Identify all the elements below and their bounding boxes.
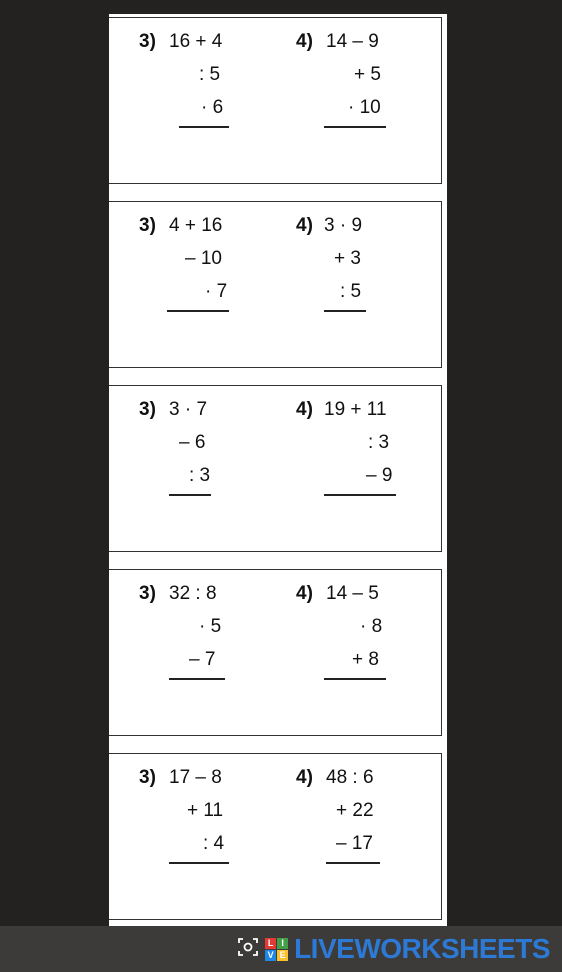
problem-label: 4) xyxy=(296,583,313,604)
answer-line[interactable] xyxy=(179,126,229,128)
answer-line[interactable] xyxy=(326,862,380,864)
start-expression: 16 + 4 xyxy=(169,31,223,52)
operation-step: – 17 xyxy=(336,833,373,854)
operation-step: – 6 xyxy=(179,432,206,453)
live-logo-icon xyxy=(265,938,288,961)
start-expression: 4 + 16 xyxy=(169,215,223,236)
answer-line[interactable] xyxy=(169,678,225,680)
brand-name: LIVEWORKSHEETS xyxy=(294,933,550,964)
start-expression: 48 : 6 xyxy=(326,767,374,788)
operation-step: – 9 xyxy=(366,465,393,486)
answer-line[interactable] xyxy=(167,310,229,312)
operation-step: : 4 xyxy=(203,833,225,854)
logo-letter: V xyxy=(265,950,276,961)
problem-3 xyxy=(139,570,289,735)
operation-step: · 10 xyxy=(348,97,381,118)
operation-step: + 5 xyxy=(354,64,381,85)
problem-label: 4) xyxy=(296,31,313,52)
operation-step: : 5 xyxy=(199,64,221,85)
logo-letter: L xyxy=(265,938,276,949)
problem-label: 4) xyxy=(296,399,313,420)
problem-3 xyxy=(139,202,289,367)
problem-3 xyxy=(139,18,289,183)
operation-step: + 11 xyxy=(187,800,224,821)
problem-4 xyxy=(296,754,446,919)
start-expression: 32 : 8 xyxy=(169,583,217,604)
start-expression: 17 – 8 xyxy=(169,767,222,788)
start-expression: 19 + 11 xyxy=(324,399,387,420)
worksheet xyxy=(109,14,447,926)
problem-label: 3) xyxy=(139,31,156,52)
start-expression: 3 · 9 xyxy=(324,215,363,236)
start-expression: 14 – 9 xyxy=(326,31,379,52)
logo-letter: I xyxy=(277,938,288,949)
problem-4 xyxy=(296,18,446,183)
operation-step: + 22 xyxy=(336,800,374,821)
operation-step: · 7 xyxy=(205,281,228,302)
exercise-box xyxy=(109,569,442,736)
problem-4 xyxy=(296,570,446,735)
problem-label: 3) xyxy=(139,767,156,788)
footer-bar xyxy=(0,926,562,972)
answer-line[interactable] xyxy=(324,494,396,496)
answer-line[interactable] xyxy=(169,862,229,864)
operation-step: · 5 xyxy=(199,616,222,637)
problem-label: 3) xyxy=(139,215,156,236)
scan-icon[interactable] xyxy=(237,936,259,963)
answer-line[interactable] xyxy=(324,310,366,312)
answer-line[interactable] xyxy=(324,678,386,680)
operation-step: · 8 xyxy=(360,616,383,637)
exercise-box xyxy=(109,753,442,920)
operation-step: : 5 xyxy=(340,281,362,302)
answer-line[interactable] xyxy=(169,494,211,496)
start-expression: 3 · 7 xyxy=(169,399,208,420)
problem-4 xyxy=(296,386,446,551)
problem-label: 4) xyxy=(296,767,313,788)
logo-letter: E xyxy=(277,950,288,961)
problem-label: 3) xyxy=(139,583,156,604)
problem-3 xyxy=(139,386,289,551)
problem-3 xyxy=(139,754,289,919)
exercise-box xyxy=(109,385,442,552)
operation-step: : 3 xyxy=(189,465,211,486)
operation-step: · 6 xyxy=(201,97,224,118)
problem-label: 4) xyxy=(296,215,313,236)
operation-step: – 7 xyxy=(189,649,216,670)
operation-step: : 3 xyxy=(368,432,390,453)
operation-step: – 10 xyxy=(185,248,222,269)
problem-label: 3) xyxy=(139,399,156,420)
exercise-box xyxy=(109,17,442,184)
answer-line[interactable] xyxy=(324,126,386,128)
problem-4 xyxy=(296,202,446,367)
start-expression: 14 – 5 xyxy=(326,583,379,604)
operation-step: + 3 xyxy=(334,248,361,269)
brand-logo[interactable] xyxy=(237,932,550,966)
operation-step: + 8 xyxy=(352,649,379,670)
exercise-box xyxy=(109,201,442,368)
